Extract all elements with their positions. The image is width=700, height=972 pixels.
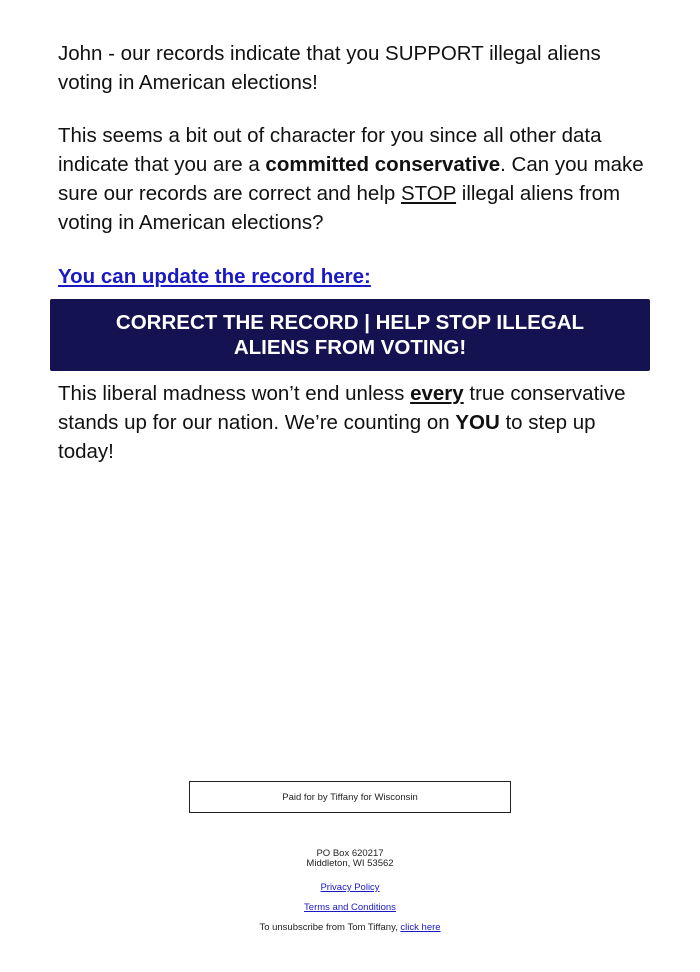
closing-text-start: This liberal madness won’t end unless bbox=[58, 382, 411, 405]
unsubscribe-row bbox=[0, 923, 700, 933]
you-text: YOU bbox=[455, 411, 500, 434]
privacy-row bbox=[0, 883, 700, 893]
closing-paragraph bbox=[58, 379, 648, 466]
stop-text: STOP bbox=[400, 182, 457, 205]
update-record-link[interactable]: You can update the record here: bbox=[58, 265, 371, 288]
closing-text-middle: true conservative stands up for our nation. We’re counting on bbox=[58, 382, 626, 434]
correct-record-button[interactable]: CORRECT THE RECORD | HELP STOP ILLEGAL ALIENS FROM VOTING! bbox=[50, 299, 650, 371]
unsubscribe-link[interactable]: click here bbox=[400, 922, 441, 933]
every-text: every bbox=[410, 382, 464, 405]
committed-conservative-text: committed conservative bbox=[265, 153, 501, 176]
privacy-policy-link[interactable]: Privacy Policy bbox=[320, 882, 380, 893]
records-paragraph bbox=[58, 121, 648, 237]
terms-link[interactable]: Terms and Conditions bbox=[304, 902, 396, 913]
records-text-middle: . Can you make sure our records are correct and help bbox=[58, 153, 644, 205]
records-text-end: illegal aliens from voting in American elections? bbox=[58, 182, 621, 234]
records-text-start: This seems a bit out of character for you since all other data indicate that you are a bbox=[58, 124, 602, 176]
mailing-address bbox=[0, 849, 700, 869]
paid-for-disclaimer: Paid for by Tiffany for Wisconsin bbox=[189, 781, 511, 813]
email-body bbox=[58, 39, 648, 291]
address-line-1: PO Box 620217 bbox=[316, 848, 384, 859]
unsubscribe-text: To unsubscribe from Tom Tiffany, bbox=[259, 922, 401, 933]
intro-paragraph: John - our records indicate that you SUPPORT illegal aliens voting in American elections! bbox=[58, 42, 601, 94]
terms-row bbox=[0, 903, 700, 913]
address-line-2: Middleton, WI 53562 bbox=[306, 858, 394, 869]
closing-text-end: to step up today! bbox=[58, 411, 596, 463]
